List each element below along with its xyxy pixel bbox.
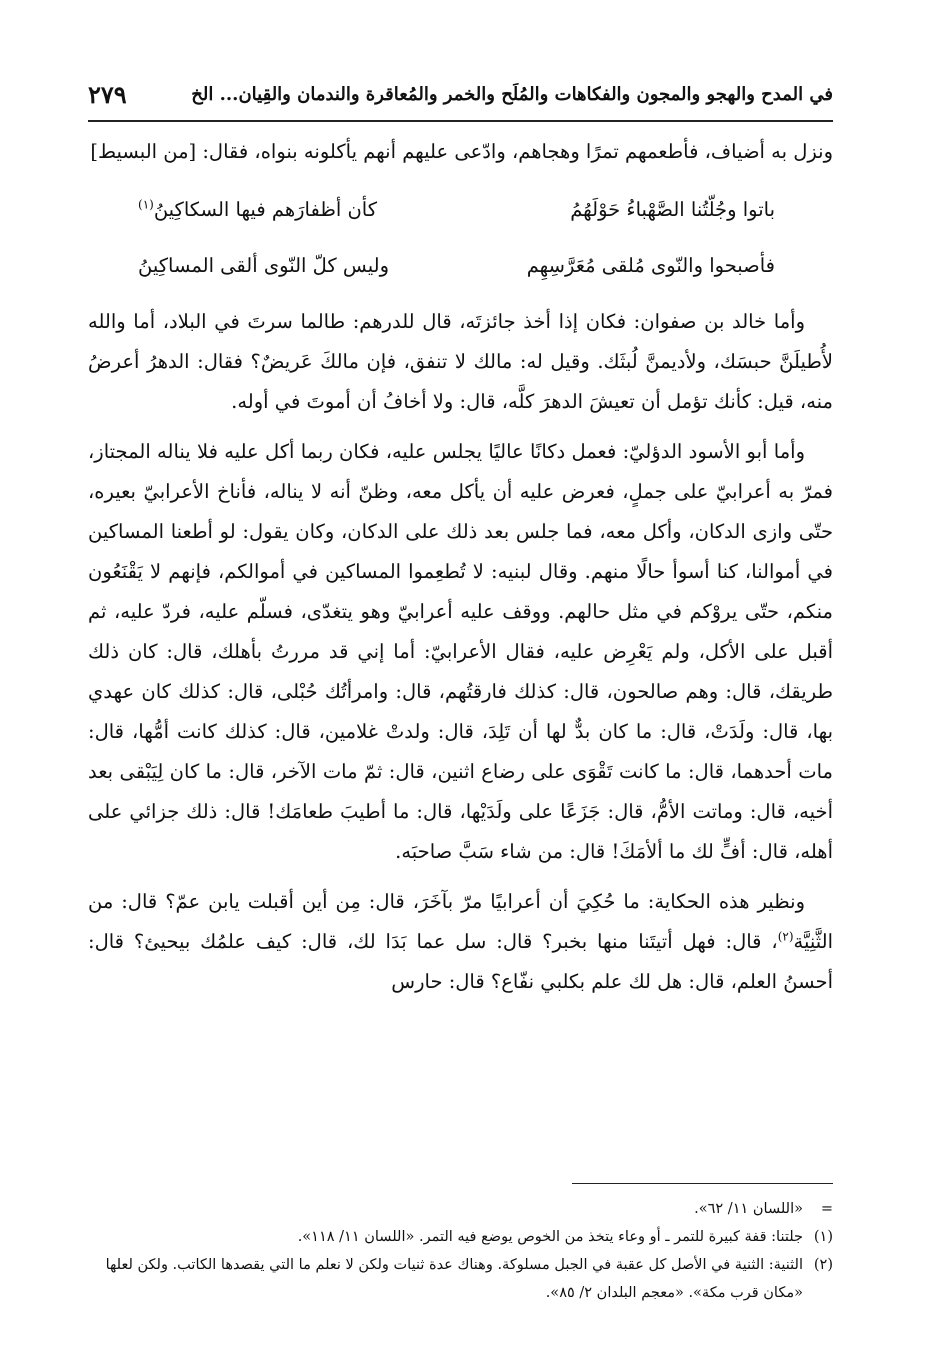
footnote-continuation-text: «اللسان ١١/ ٦٢».	[694, 1201, 803, 1217]
paragraph-similar-story	[88, 882, 833, 1002]
page-number: ٢٧٩	[88, 79, 127, 109]
paragraph-abu-aswad: وأما أبو الأسود الدؤليّ: فعمل دكانًا عاليًا يجلس عليه، فكان ربما أكل عليه فلا يناله المجتاز، فمرّ به أعرابيّ على جملٍ، فعرض عليه أن يأكل معه، وظنّ أنه لا يناله، فأناخ الأعرابيّ بعيره، حتّى وازى الدكان، وأكل معه، فما جلس بعد ذلك على الدكان، وكان يقول: لو أطعنا المساكين في أموالنا، كنا أسوأ حالًا منهم. وقال لبنيه: لا تُطعِموا المساكين في أموالكم، فإنهم لا يَقْنَعُون منكم، حتّى يروْكم في مثل حالهم. ووقف عليه أعرابيّ وهو يتغدّى، فسلّم عليه، فردّ عليه، ثم أقبل على الأكل، ولم يَعْرِض عليه، فقال الأعرابيّ: أما إني قد مررتُ بأهلك، قال: كان ذلك طريقك، قال: وهم صالحون، قال: كذلك فارقتُهم، قال: وامرأتُك حُبْلى، قال: كذلك كان عهدي بها، قال: ولَدَتْ، قال: ما كان بدٌّ لها أن تَلِدَ، قال: ولدتْ غلامين، قال: كذلك كانت أمُّها، قال: مات أحدهما، قال: ما كانت تَقْوَى على رضاع اثنين، قال: ثمّ مات الآخر، قال: ما كان لِيَبْقى بعد أخيه، قال: وماتت الأمُّ، قال: جَزَعًا على ولَدَيْها، قال: ما أطيبَ طعامَك! قال: ذلك جزائي على أهله، قال: أفٍّ لك ما ألأمَكَ! قال: من شاء سَبَّ صاحبَه.	[88, 440, 833, 863]
header-rule	[88, 120, 833, 122]
verse-2-second-hemistich: وليس كلّ النّوى ألقى المساكِينُ	[138, 254, 389, 277]
paragraph-khalid: وأما خالد بن صفوان: فكان إذا أخذ جائزتَه، قال للدرهم: طالما سرتَ في البلاد، أما والله لأُطيلَنَّ حبسَك، ولأديمنَّ لُبثَك. وقيل له: مالك لا تنفق، فإن مالكَ عَريضٌ؟ فقال: الدهرُ أعرضُ منه، قيل: كأنك تؤمل أن تعيشَ الدهرَ كلَّه، قال: ولا أخافُ أن أموتَ في أوله.	[88, 310, 833, 413]
meter-label: فقال: [من البسيط]	[90, 140, 249, 163]
verse-2-first-hemistich: فأصبحوا والنّوى مُلقى مُعَرَّسِهِم	[526, 254, 775, 277]
footnote-1-mark: (١)	[813, 1229, 833, 1245]
paragraph-guests-text: ونزل به أضياف، فأطعمهم تمرًا وهجاهم، وادّعى عليهم أنهم يأكلونه بنواه،	[254, 140, 833, 163]
footnote-2-text: الثنية: الثنية في الأصل كل عقبة في الجبل مسلوكة. وهناك عدة ثنيات ولكن لا نعلم ما التي يقصدها الكاتب. ولكن لعلها «مكان قرب مكة». «معجم البلدان ٢/ ٨٥».	[105, 1257, 803, 1301]
paragraph-guests	[88, 132, 833, 172]
footnotes	[88, 1195, 833, 1307]
footnote-rule	[572, 1183, 833, 1184]
verse-line-2	[88, 238, 833, 294]
paragraph-similar-start: ونظير هذه الحكاية: ما حُكِيَ أن أعرابيًا مرّ بآخَرَ، قال: مِن أين أقبلت يابن عمّ؟ قال: من الثَّنِيَّة	[88, 890, 833, 953]
page-header	[88, 74, 833, 114]
verse-1-second-text: كأن أظفارَهم فيها السكاكِينُ	[153, 198, 378, 221]
paragraph-similar-end: ، قال: فهل أتيتَنا منها بخبر؟ قال: سل عما بَدَا لك، قال: كيف علمُك بيحيئ؟ قال: أحسنُ العلم، قال: هل لك علم بكلبي نفّاع؟ قال: حارس	[88, 930, 833, 993]
footnote-2-mark: (٢)	[813, 1257, 833, 1273]
footnote-continuation-mark: =	[820, 1201, 833, 1217]
footnote-2	[88, 1251, 833, 1307]
verse-1-second-hemistich	[138, 182, 377, 238]
footnote-ref-2[interactable]: (٢)	[777, 929, 794, 944]
main-text	[88, 132, 833, 1012]
footnote-1	[88, 1223, 833, 1251]
footnote-continuation	[88, 1195, 833, 1223]
footnote-1-text: جلتنا: قفة كبيرة للتمر ـ أو وعاء يتخذ من الخوص يوضع فيه التمر. «اللسان ١١/ ١١٨».	[297, 1229, 803, 1245]
footnote-ref-1[interactable]: (١)	[138, 197, 154, 212]
verse-1-first-hemistich: باتوا وجُلّتُنا الصَّهْباءُ حَوْلَهُمُ	[570, 198, 775, 221]
running-title: في المدح والهجو والمجون والفكاهات والمُلَح والخمر والمُعاقرة والندمان والقِيان... الخ	[191, 83, 833, 105]
verse-line-1	[88, 182, 833, 238]
